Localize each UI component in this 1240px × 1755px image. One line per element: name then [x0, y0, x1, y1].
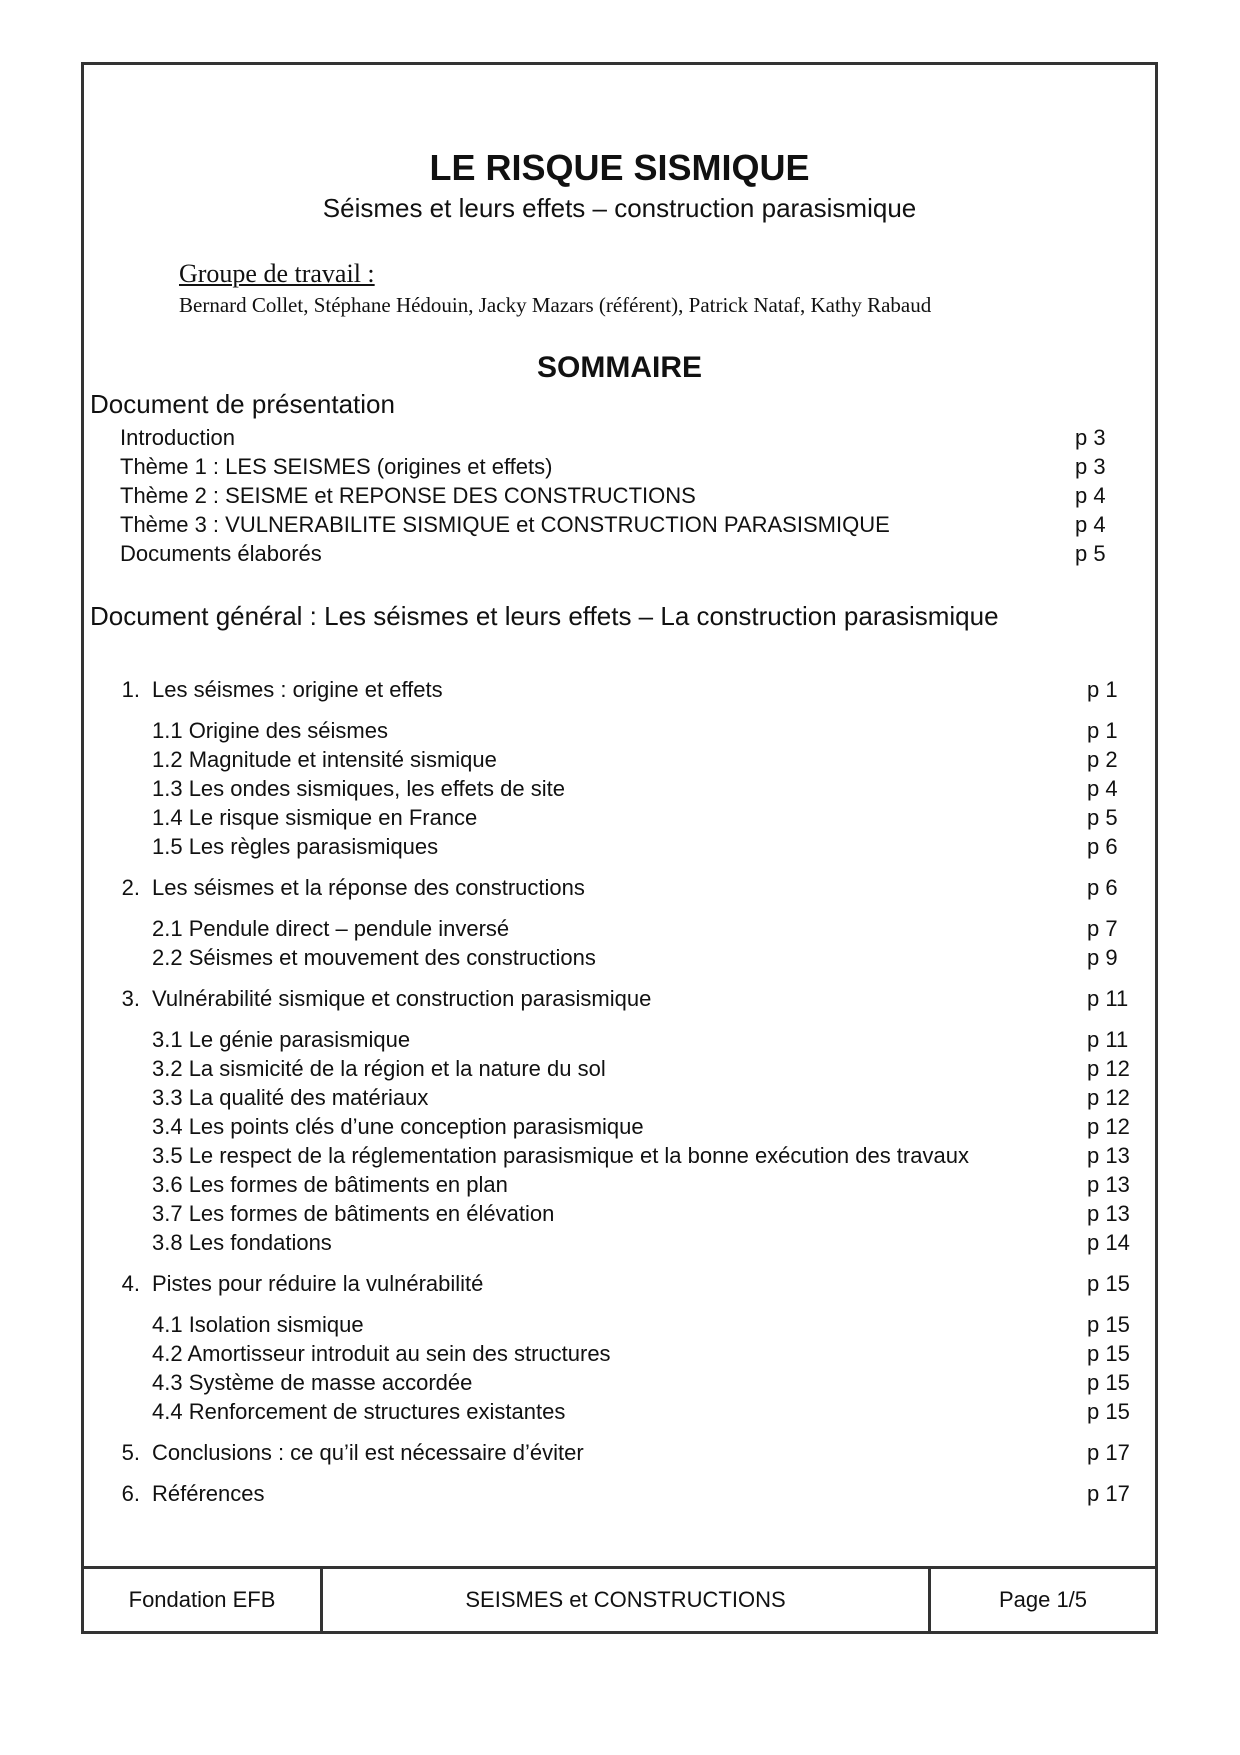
toc-subsection-page: p 12: [1087, 1056, 1130, 1081]
footer-page-number: Page 1/5: [998, 1587, 1088, 1612]
general-toc: [102, 675, 1137, 1520]
toc-subsection-page: p 15: [1087, 1341, 1130, 1366]
toc-subsection-label: 1.4 Le risque sismique en France: [152, 805, 478, 830]
toc-subsection-label: 1.3 Les ondes sismiques, les effets de site: [152, 776, 565, 801]
toc-subsection-page: p 13: [1087, 1201, 1130, 1226]
group-members: Bernard Collet, Stéphane Hédouin, Jacky Mazars (référent), Patrick Nataf, Kathy Rabaud: [179, 293, 932, 317]
toc-subsection-page: p 2: [1087, 747, 1118, 772]
toc-subsection-label: 2.1 Pendule direct – pendule inversé: [152, 916, 510, 941]
toc-chapter-page: p 6: [1087, 875, 1118, 900]
presentation-item: [120, 539, 1125, 568]
toc-chapter: [102, 984, 1137, 1013]
toc-chapter-label: Conclusions : ce qu’il est nécessaire d’éviter: [152, 1440, 584, 1465]
presentation-item: [120, 510, 1125, 539]
toc-subsection-page: p 13: [1087, 1143, 1130, 1168]
toc-subsection-page: p 11: [1087, 1027, 1129, 1052]
toc-subsection: [102, 1199, 1137, 1228]
toc-chapter-page: p 17: [1087, 1440, 1130, 1465]
general-heading: Document général : Les séismes et leurs effets – La construction parasismique: [90, 601, 999, 631]
toc-subsection: [102, 1112, 1137, 1141]
toc-chapter-page: p 1: [1087, 677, 1118, 702]
toc-chapter-page: p 17: [1087, 1481, 1130, 1506]
toc-subsection-page: p 15: [1087, 1370, 1130, 1395]
toc-subsection: [102, 832, 1137, 861]
toc-chapter: [102, 675, 1137, 704]
toc-subsection: [102, 1397, 1137, 1426]
toc-subsection-page: p 5: [1087, 805, 1118, 830]
toc-chapter-label: Les séismes et la réponse des constructions: [152, 875, 585, 900]
toc-subsection-page: p 15: [1087, 1399, 1130, 1424]
presentation-item-label: Thème 2 : SEISME et REPONSE DES CONSTRUCTIONS: [120, 483, 696, 508]
toc-subsection-group: [102, 914, 1137, 972]
toc-chapter-number: 2.: [121, 875, 140, 900]
presentation-heading: Document de présentation: [90, 389, 395, 419]
presentation-item-page: p 3: [1075, 425, 1106, 450]
toc-subsection-page: p 15: [1087, 1312, 1130, 1337]
toc-chapter-number: 6.: [121, 1481, 140, 1506]
toc-subsection: [102, 914, 1137, 943]
footer-organization: Fondation EFB: [84, 1569, 323, 1631]
toc-subsection-page: p 6: [1087, 834, 1118, 859]
presentation-item-label: Thème 3 : VULNERABILITE SISMIQUE et CONSTRUCTION PARASISMIQUE: [120, 512, 890, 537]
document-title: LE RISQUE SISMIQUE: [429, 147, 810, 188]
toc-subsection-label: 3.3 La qualité des matériaux: [152, 1085, 429, 1110]
toc-subsection-page: p 12: [1087, 1114, 1130, 1139]
toc-subsection: [102, 1141, 1137, 1170]
presentation-item-page: p 4: [1075, 483, 1106, 508]
toc-chapter-label: Références: [152, 1481, 265, 1506]
presentation-list: [120, 423, 1125, 568]
toc-subsection-page: p 14: [1087, 1230, 1130, 1255]
toc-subsection-page: p 1: [1087, 718, 1118, 743]
toc-subsection-page: p 4: [1087, 776, 1118, 801]
toc-chapter-number: 1.: [121, 677, 140, 702]
toc-subsection-label: 4.3 Système de masse accordée: [152, 1370, 473, 1395]
toc-subsection: [102, 1339, 1137, 1368]
document-frame: [81, 62, 1158, 1634]
toc-subsection: [102, 1368, 1137, 1397]
toc-subsection: [102, 1025, 1137, 1054]
toc-subsection-page: p 12: [1087, 1085, 1130, 1110]
presentation-item-page: p 3: [1075, 454, 1106, 479]
toc-chapter: [102, 1269, 1137, 1298]
toc-subsection-label: 2.2 Séismes et mouvement des constructions: [152, 945, 596, 970]
toc-subsection-page: p 7: [1087, 916, 1118, 941]
toc-subsection-label: 4.1 Isolation sismique: [152, 1312, 364, 1337]
toc-subsection: [102, 943, 1137, 972]
toc-chapter: [102, 1479, 1137, 1508]
footer-document-name: SEISMES et CONSTRUCTIONS: [323, 1569, 931, 1631]
toc-subsection-label: 1.2 Magnitude et intensité sismique: [152, 747, 497, 772]
toc-subsection-group: [102, 1310, 1137, 1426]
toc-subsection: [102, 745, 1137, 774]
toc-subsection-page: p 13: [1087, 1172, 1130, 1197]
toc-chapter-page: p 11: [1087, 986, 1129, 1011]
toc-subsection: [102, 803, 1137, 832]
toc-chapter-label: Vulnérabilité sismique et construction parasismique: [152, 986, 652, 1011]
toc-chapter-number: 5.: [121, 1440, 140, 1465]
presentation-item-label: Documents élaborés: [120, 541, 322, 566]
toc-subsection-group: [102, 1025, 1137, 1257]
toc-subsection-label: 3.5 Le respect de la réglementation parasismique et la bonne exécution des travaux: [152, 1143, 969, 1168]
toc-subsection: [102, 774, 1137, 803]
toc-chapter-number: 4.: [121, 1271, 140, 1296]
toc-subsection-label: 3.6 Les formes de bâtiments en plan: [152, 1172, 508, 1197]
toc-subsection-label: 3.7 Les formes de bâtiments en élévation: [152, 1201, 555, 1226]
toc-subsection-label: 3.8 Les fondations: [152, 1230, 332, 1255]
sommaire-title: SOMMAIRE: [537, 351, 702, 384]
document-subtitle: Séismes et leurs effets – construction parasismique: [322, 193, 917, 223]
group-label: Groupe de travail :: [179, 259, 375, 288]
page-footer: [84, 1566, 1155, 1631]
presentation-item: [120, 481, 1125, 510]
toc-subsection: [102, 1054, 1137, 1083]
presentation-item: [120, 452, 1125, 481]
presentation-item-label: Introduction: [120, 425, 235, 450]
toc-subsection: [102, 1310, 1137, 1339]
toc-subsection: [102, 1228, 1137, 1257]
toc-chapter-label: Les séismes : origine et effets: [152, 677, 443, 702]
toc-subsection-label: 3.1 Le génie parasismique: [152, 1027, 411, 1052]
toc-chapter: [102, 873, 1137, 902]
toc-subsection-label: 3.4 Les points clés d’une conception parasismique: [152, 1114, 644, 1139]
toc-subsection-label: 4.4 Renforcement de structures existantes: [152, 1399, 566, 1424]
toc-subsection-label: 4.2 Amortisseur introduit au sein des structures: [152, 1341, 611, 1366]
toc-subsection: [102, 1083, 1137, 1112]
toc-subsection-page: p 9: [1087, 945, 1118, 970]
toc-chapter-page: p 15: [1087, 1271, 1130, 1296]
toc-chapter: [102, 1438, 1137, 1467]
toc-subsection-group: [102, 716, 1137, 861]
presentation-item-page: p 4: [1075, 512, 1106, 537]
toc-chapter-number: 3.: [121, 986, 140, 1011]
toc-chapter-label: Pistes pour réduire la vulnérabilité: [152, 1271, 484, 1296]
toc-subsection: [102, 1170, 1137, 1199]
toc-subsection: [102, 716, 1137, 745]
presentation-item: [120, 423, 1125, 452]
toc-subsection-label: 1.5 Les règles parasismiques: [152, 834, 439, 859]
toc-subsection-label: 1.1 Origine des séismes: [152, 718, 388, 743]
presentation-item-label: Thème 1 : LES SEISMES (origines et effets): [120, 454, 553, 479]
presentation-item-page: p 5: [1075, 541, 1106, 566]
toc-subsection-label: 3.2 La sismicité de la région et la nature du sol: [152, 1056, 606, 1081]
